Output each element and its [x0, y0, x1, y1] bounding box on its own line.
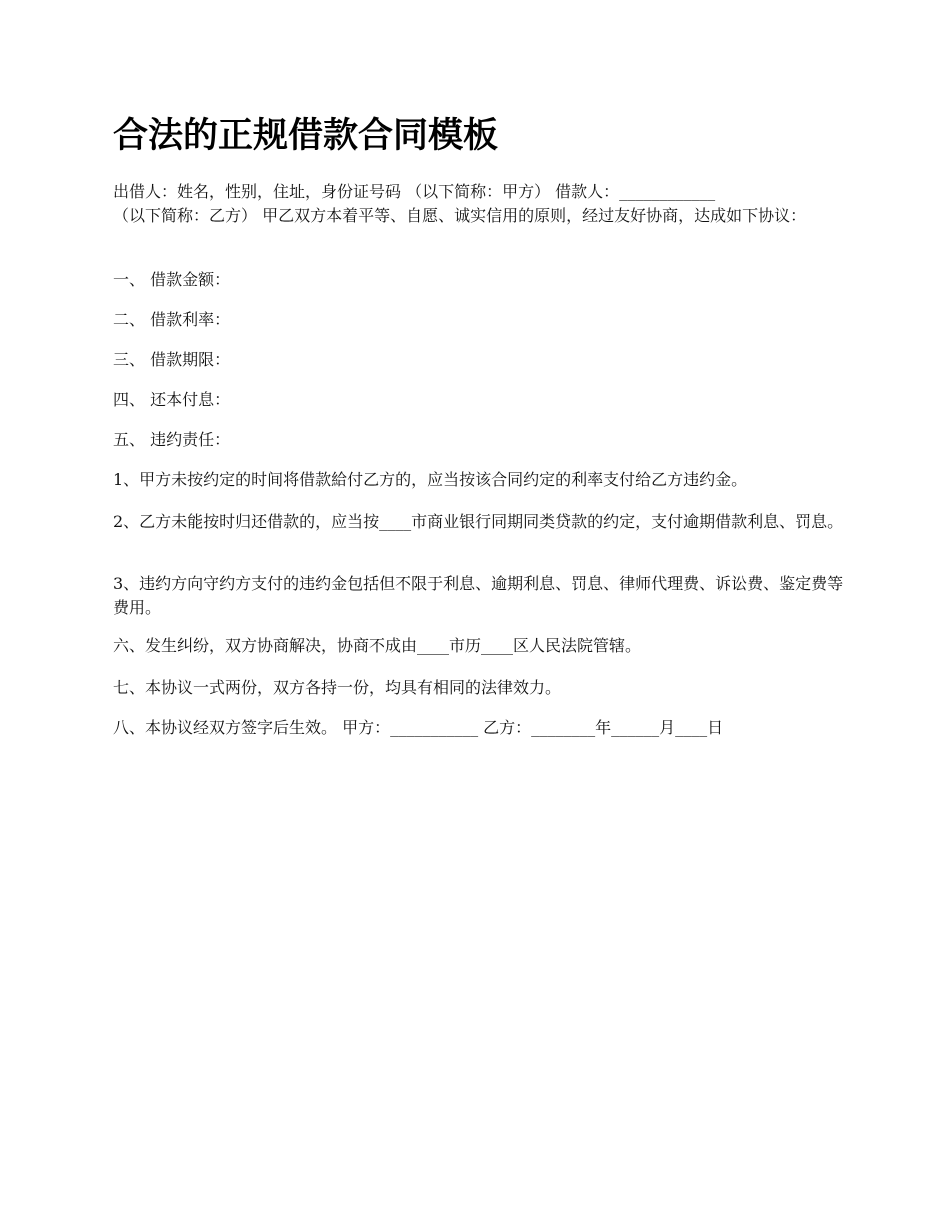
clause-signature: 八、本协议经双方签字后生效。 甲方：___________ 乙方：________年______月____日 [113, 718, 724, 737]
clause-loan-amount: 一、 借款金额： [113, 270, 231, 289]
clause-copies: 七、本协议一式两份，双方各持一份，均具有相同的法律效力。 [113, 678, 562, 697]
liability-item-3: 3、违约方向守约方支付的违约金包括但不限于利息、逾期利息、罚息、律师代理费、诉讼费、鉴定费等费用。 [113, 574, 844, 617]
clause-repayment: 四、 还本付息： [113, 390, 231, 409]
clause-liability: 五、 违约责任： [113, 430, 231, 449]
intro-paragraph [113, 180, 848, 228]
clause-loan-term: 三、 借款期限： [113, 350, 231, 369]
clause-interest-rate: 二、 借款利率： [113, 310, 231, 329]
clause-disputes: 六、发生纠纷，双方协商解决，协商不成由____市历____区人民法院管辖。 [113, 636, 642, 655]
document-title: 合法的正规借款合同模板 [113, 116, 499, 156]
intro-line-parties: 出借人：姓名，性别，住址，身份证号码 （以下简称：甲方） 借款人：____________ [113, 182, 716, 201]
intro-line-agreement: （以下简称：乙方） 甲乙双方本着平等、自愿、诚实信用的原则，经过友好协商，达成如下协议： [113, 206, 807, 225]
liability-item-2: 2、乙方未能按时归还借款的，应当按____市商业银行同期同类贷款的约定，支付逾期借款利息、罚息。 [113, 512, 844, 531]
liability-item-1: 1、甲方未按约定的时间将借款給付乙方的，应当按该合同约定的利率支付给乙方违约金。 [113, 470, 748, 489]
